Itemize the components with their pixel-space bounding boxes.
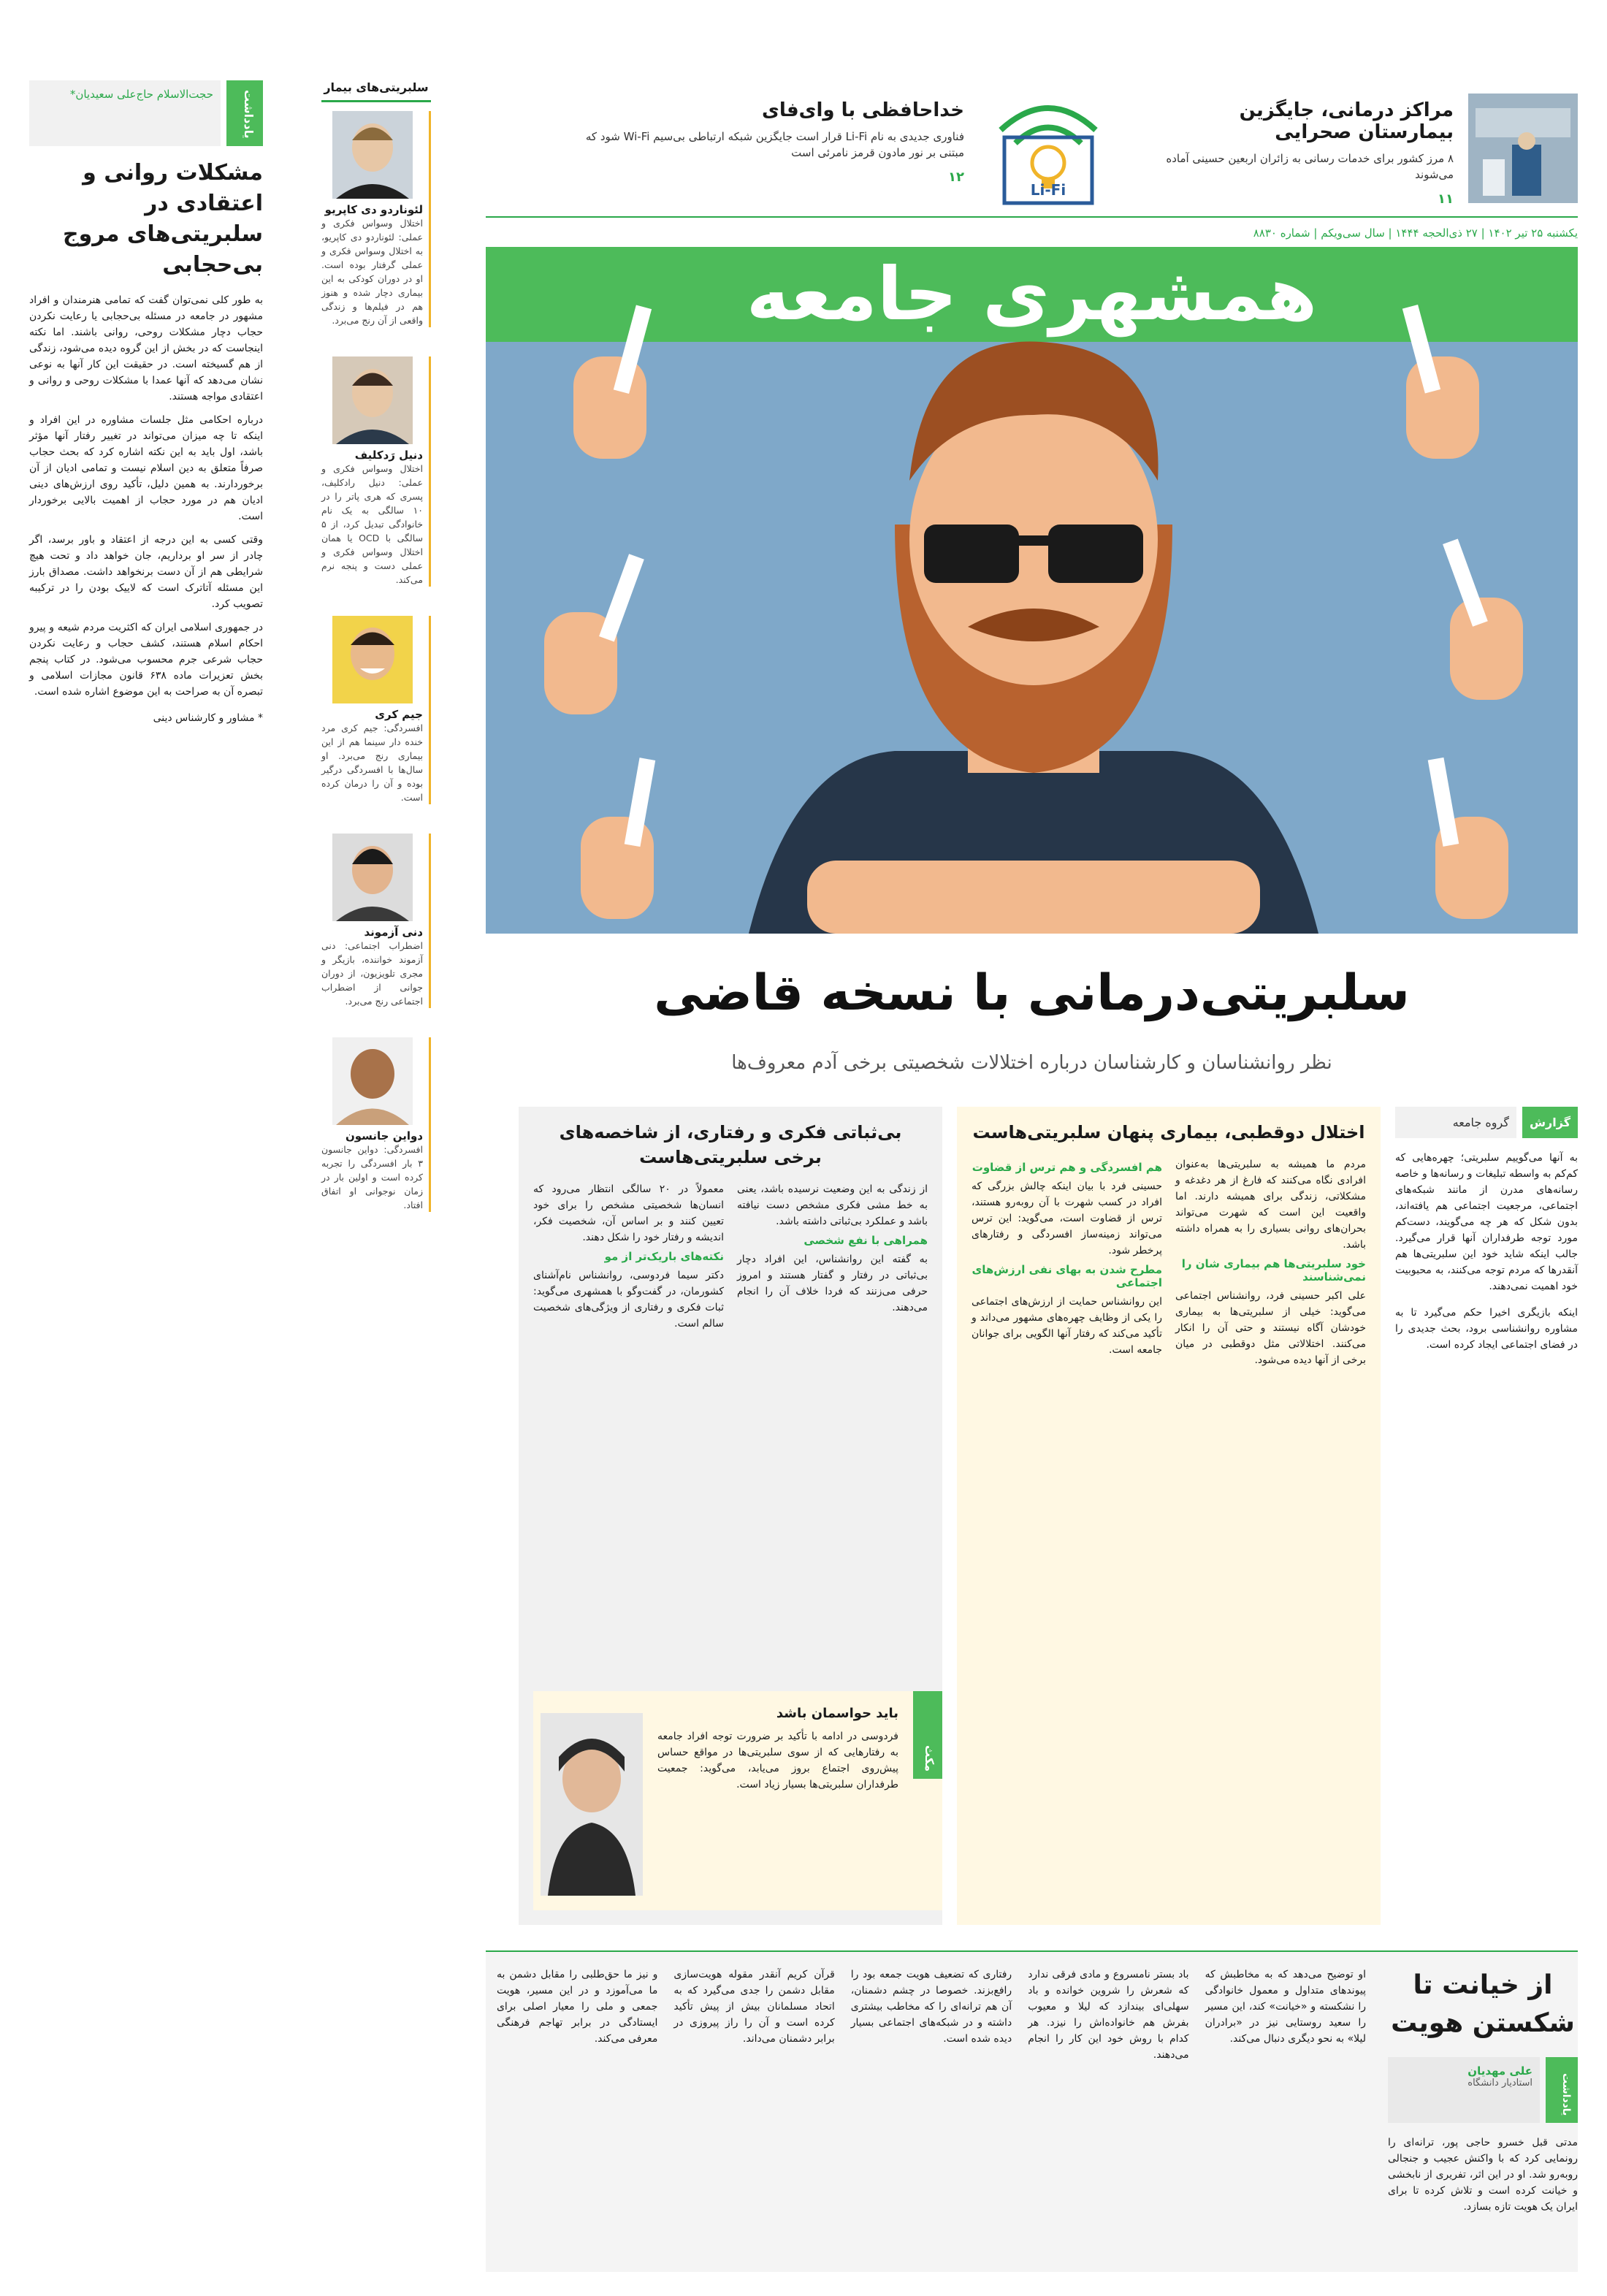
celebrity-photo [332, 1037, 413, 1125]
dateline: یکشنبه ۲۵ تیر ۱۴۰۲ | ۲۷ ذی‌الحجه ۱۴۴۴ | سال سی‌ویکم | شماره ۸۸۳۰ [1253, 226, 1578, 240]
interview-title: باید حواسمان باشد [776, 1706, 898, 1721]
bottom-column: و نیز ما حق‌طلبی را مقابل دشمن به ما می‌آموزد و در این مسیر، هویت جمعی و ملی را معیار اصلی برای ایستادگی در برابر تهاجم فرهنگی معرفی می‌کند. [496, 1969, 658, 2045]
celebrity-name[interactable]: جیم کری [375, 708, 423, 721]
column-subhead: نکته‌های باریک‌تر از مو [604, 1250, 724, 1263]
celebrity-item [321, 1037, 431, 1212]
column-text: معمولاً در ۲۰ سالگی انتظار می‌رود که انسان‌ها شخصیتی مشخص را برای خود تعیین کنند و بر اساس آن، شخصیت فکر، اندیشه و رفتار خود را شکل دهند. [533, 1183, 724, 1243]
column-text: به گفته این روانشناس، این افراد دچار بی‌ثباتی در رفتار و گفتار هستند و امروز حرفی می‌زنند که فردا خلاف آن را انجام می‌دهند. [737, 1254, 928, 1313]
interviewee-photo [541, 1713, 643, 1896]
opinion-text: در جمهوری اسلامی ایران که اکثریت مردم شیعه و پیرو احکام اسلام هستند، کشف حجاب و رعایت نکردن حجاب شرعی جرم محسوب می‌شود. در کتاب پنجم بخش تعزیرات ماده ۶۳۸ قانون مجازات اسلامی و تبصره آن به صراحت به این موضوع اشاره شده است. [29, 622, 263, 698]
celebrity-photo [332, 356, 413, 444]
bottom-column: باد بستر نامسروع و مادی فرقی ندارد که شعرش را شروین خوانده و باد سهلی‌ای بیندازد که لیلا و معیوب بفرش هم خانواده‌اش را نیزد. هر کدام با روش خود این کار را انجام می‌دهند. [1028, 1969, 1189, 2061]
opinion-title[interactable]: مشکلات روانی و اعتقادی در سلبریتی‌های مروج بی‌حجابی [62, 160, 263, 278]
teaser-page[interactable]: ۱۱ [1438, 191, 1454, 207]
main-headline[interactable]: سلبریتی‌درمانی با نسخه قاضی [654, 964, 1410, 1022]
column-text: علی اکبر حسینی فرد، روانشناس اجتماعی می‌گوید: خیلی از سلبریتی‌ها به بیماری خودشان آگاه نیستند و حتی آن را انکار می‌کنند. اختلالاتی مثل دوقطبی در میان برخی از آنها دیده می‌شود. [1175, 1290, 1366, 1366]
column-box-1 [957, 1107, 1381, 1925]
opinion-text: وقتی کسی به این درجه از اعتقاد و باور برسد، اگر چادر از سر او برداریم، جان خواهد داد و تحت هیچ شرایطی هم از آن دست برنخواهد داشت. مصداق بارز این مسئله آتاترک است که لاییک بودن را در ترکیبه تصویب کرد. [29, 534, 263, 610]
article-intro-2: اینکه بازیگری اخیرا حکم می‌گیرد تا به مشاوره روانشناسی برود، بحث جدیدی را در فضای اجتماعی ایجاد کرده است. [1395, 1307, 1578, 1351]
column-subhead: مطرح شدن به بهای نفی ارزش‌های اجتماعی [972, 1263, 1162, 1289]
celebrity-text: اختلال وسواس فکری و عملی: لئوناردو دی کاپریو، به اختلال وسواس فکری و عملی گرفتار بوده است. او در دوران کودکی به این بیماری دچار شده و هنوز هم در فیلم‌ها و زندگی واقعی از آن رنج می‌برد. [321, 218, 423, 326]
lifi-logo [986, 86, 1110, 214]
top-teaser-bar [486, 79, 1578, 218]
bottom-text: مدتی قبل خسرو حاجی پور، ترانه‌ای را رونمایی کرد که با واکنش عجیب و جنجالی روبه‌رو شد. او در این اثر، تفریری از نابخشی و خیانت کرده است و تلاش کرده تا برای ایران یک هویت تازه بسازد. [1388, 2137, 1578, 2213]
celebrity-item [321, 616, 431, 804]
celebrity-item [321, 834, 431, 1008]
column-box-2 [519, 1107, 942, 1925]
celebrity-name[interactable]: لئوناردو دی کاپریو [324, 203, 423, 216]
celebrity-text: اختلال وسواس فکری و عملی: دنیل رادکلیف، پسری که هری پاتر را در ۱۰ سالگی به یک نام خانوادگی تبدیل کرد، از ۵ سالگی با OCD یا همان اختلال وسواس فکری و عملی دست و پنجه نرم می‌کند. [321, 463, 423, 585]
teaser-title[interactable]: خداحافظی با وای‌فای [762, 99, 964, 121]
column-title: اختلال دوقطبی، بیماری پنهان سلبریتی‌هاست [972, 1122, 1365, 1143]
bottom-note-role: استادیار دانشگاه [1467, 2078, 1532, 2089]
interview-tag: مکث [913, 1691, 942, 1779]
bottom-note-title[interactable]: از خیانت تا شکستن هویت [1391, 1970, 1575, 2038]
column-text: دکتر سیما فردوسی، روانشناس نام‌آشنای کشورمان، در گفت‌وگو با همشهری می‌گوید: ثبات فکری و رفتاری از ویژگی‌های شخصیت سالم است. [533, 1270, 724, 1330]
bottom-strip [486, 1950, 1578, 2272]
bottom-note-author: علی مهدیان [1467, 2064, 1532, 2078]
opinion-footnote: * مشاور و کارشناس دینی [153, 712, 263, 724]
celebrity-sidebar [321, 80, 431, 1212]
celebrity-name[interactable]: دواین جانسون [345, 1129, 423, 1143]
bottom-note-tag: یادداشت [1546, 2057, 1578, 2123]
report-tag: گزارش [1522, 1107, 1578, 1138]
hospital-photo [1468, 94, 1578, 203]
column-text: این روانشناس حمایت از ارزش‌های اجتماعی را یکی از وظایف چهره‌های مشهور می‌داند و تأکید می‌کند که رفتار آنها الگویی برای جوانان جامعه است. [972, 1296, 1162, 1356]
teaser-text: ۸ مرز کشور برای خدمات رسانی به زائران اربعین حسینی آماده می‌شوند [1166, 152, 1454, 181]
celebrity-text: اضطراب اجتماعی: دنی آزموند خواننده، بازیگر و مجری تلویزیون، از دوران جوانی از اضطراب اجتماعی رنج می‌برد. [321, 940, 423, 1007]
celebrity-photo [332, 616, 413, 703]
interview-box [533, 1691, 942, 1910]
column-subhead: خود سلبریتی‌ها هم بیماری شان را نمی‌شناسند [1181, 1257, 1366, 1284]
teaser-title[interactable]: مراکز درمانی، جایگزین بیمارستان صحرایی [1239, 99, 1454, 143]
subheadline: نظر روانشناسان و کارشناسان درباره اختلالات شخصیتی برخی آدم معروف‌ها [731, 1052, 1332, 1074]
report-author: گروه جامعه [1395, 1107, 1516, 1138]
celebrity-text: افسردگی: جیم کری مرد خنده دار سینما هم از این بیماری رنج می‌برد. او سال‌ها با افسردگی درگیر بوده و آن را درمان کرده است. [321, 722, 423, 803]
column-title: بی‌ثباتی فکری و رفتاری، از شاخصه‌های برخی سلبریتی‌هاست [559, 1122, 902, 1167]
article-intro: به آنها می‌گوییم سلبریتی؛ چهره‌هایی که کم‌کم به واسطه تبلیغات و رسانه‌ها و خاصه رسانه‌های مدرن از مانند شبکه‌های اجتماعی، مرجعیت اجتماعی هم یافته‌اند، بدون شکل که هر چه می‌گویند، دست‌کم مورد توجه طرفداران آنها قرار می‌گیرد. جالب اینکه شاید خود این سلبریتی‌ها هم آنقدرها که مردم توجه می‌کنند، به محبوبیت خود اهمیت نمی‌دهند. [1395, 1152, 1578, 1292]
celebrity-sidebar-title: سلبریتی‌های بیمار [321, 80, 431, 102]
bottom-column: رفتاری که تضعیف هویت جمعه بود را رافع‌بزند. خصوصا در چشم دشمنان، آن هم ترانه‌ای را که مخاطب بیشتری داشته و در شبکه‌های اجتماعی بسیار دیده شده است. [850, 1969, 1012, 2045]
opinion-text: درباره احکامی مثل جلسات مشاوره در این افراد و اینکه تا چه میزان می‌تواند در تغییر رفتار آنها مؤثر باشد، اول باید به این نکته اشاره کرد که بحث حجاب صرفاً متعلق به دین اسلام نیست و تمامی ادیان از آن برخوردارند. به همین دلیل، تأکید روی ارزش‌های دینی ادیان هم در مورد حجاب از اهمیت بالایی برخوردار است. [29, 414, 263, 522]
opinion-tag: یادداشت [226, 80, 263, 146]
interview-text: فردوسی در ادامه با تأکید بر ضرورت توجه افراد جامعه به رفتارهایی که از سوی سلبریتی‌ها در مواقع حساس پیش‌روی اجتماع بروز می‌یابد، می‌گوید: جمعیت طرفداران سلبریتی‌ها بسیار زیاد است. [657, 1731, 898, 1790]
column-text: حسینی فرد با بیان اینکه چالش بزرگی که افراد در کسب شهرت با آن روبه‌رو هستند، ترس از قضاوت است، می‌گوید: این ترس می‌تواند زمینه‌ساز افسردگی و رفتارهای پرخطر شود. [972, 1181, 1162, 1256]
masthead: همشهری جامعه [746, 251, 1318, 337]
report-intro-column [1395, 1107, 1578, 1353]
celebrity-photo [332, 111, 413, 199]
column-subhead: هم افسردگی و هم ترس از قضاوت [972, 1161, 1162, 1174]
column-text: مردم ما همیشه به سلبریتی‌ها به‌عنوان افرادی نگاه می‌کنند که فارغ از هر دغدغه و مشکلاتی، زندگی برای همیشه دارند. اما واقعیت این است که شهرت می‌تواند بحران‌های روانی بسیاری را به همراه داشته باشد. [1175, 1159, 1366, 1251]
opinion-author: حجت‌الاسلام حاج‌علی سعیدیان* [29, 80, 221, 146]
celebrity-text: افسردگی: دواین جانسون ۳ بار افسردگی را تجربه کرده است و اولین بار در زمان نوجوانی او اتفاق افتاد. [321, 1144, 423, 1210]
celebrity-name[interactable]: دنی آزموند [364, 926, 423, 939]
opinion-column [29, 80, 263, 726]
teaser-photo [1468, 94, 1578, 203]
report-tag-row [1395, 1107, 1578, 1138]
bottom-column: قرآن کریم آنقدر مقوله هویت‌سازی مقابل دشمن را جدی می‌گیرد که به اتحاد مسلمانان بیش از پیش تأکید کرده است و آن را راز پیروزی در برابر دشمنان می‌داند. [673, 1969, 835, 2045]
celebrity-name[interactable]: دنیل رَدکلیف [354, 449, 423, 462]
opinion-text: به طور کلی نمی‌توان گفت که تمامی هنرمندان و افراد مشهور در جامعه در مسئله بی‌حجابی یا رعایت نکردن حجاب دچار مشکلات روحی، روانی باشند. اما نکته اینجاست که در بخش از این گروه دیده می‌شود، زندگی از هم گسیخته است. در حقیقت این کار آنها به نوعی نشان می‌دهد که آنها عمدا با مشکلات روحی و روانی و اعتقادی مواجه هستند. [29, 294, 263, 403]
bottom-column: او توضیح می‌دهد که به مخاطبش که پیوندهای متداول و معمول خانوادگی را نشکسته و «خیانت» کند، این مسیر را سعید روستایی نیز در «برادران لیلا» به نحو دیگری دنبال می‌کند. [1205, 1969, 1366, 2045]
lifi-label: Li-Fi [1030, 181, 1066, 199]
teaser-text: فناوری جدیدی به نام Li-Fi قرار است جایگزین شبکه ارتباطی بی‌سیم Wi-Fi شود که مبتنی بر نور مادون قرمز نامرئی است [585, 130, 964, 159]
cover-illustration [486, 247, 1578, 934]
celebrity-item [321, 111, 431, 327]
teaser-page[interactable]: ۱۲ [948, 169, 964, 185]
column-subhead: همراهی با نفع شخصی [804, 1234, 928, 1247]
celebrity-photo [332, 834, 413, 921]
celebrity-item [321, 356, 431, 587]
column-text: از زندگی به این وضعیت نرسیده باشد، یعنی به خط مشی فکری مشخص دست نیافته باشد و عملکرد بی‌ثباتی داشته باشد. [737, 1183, 928, 1227]
